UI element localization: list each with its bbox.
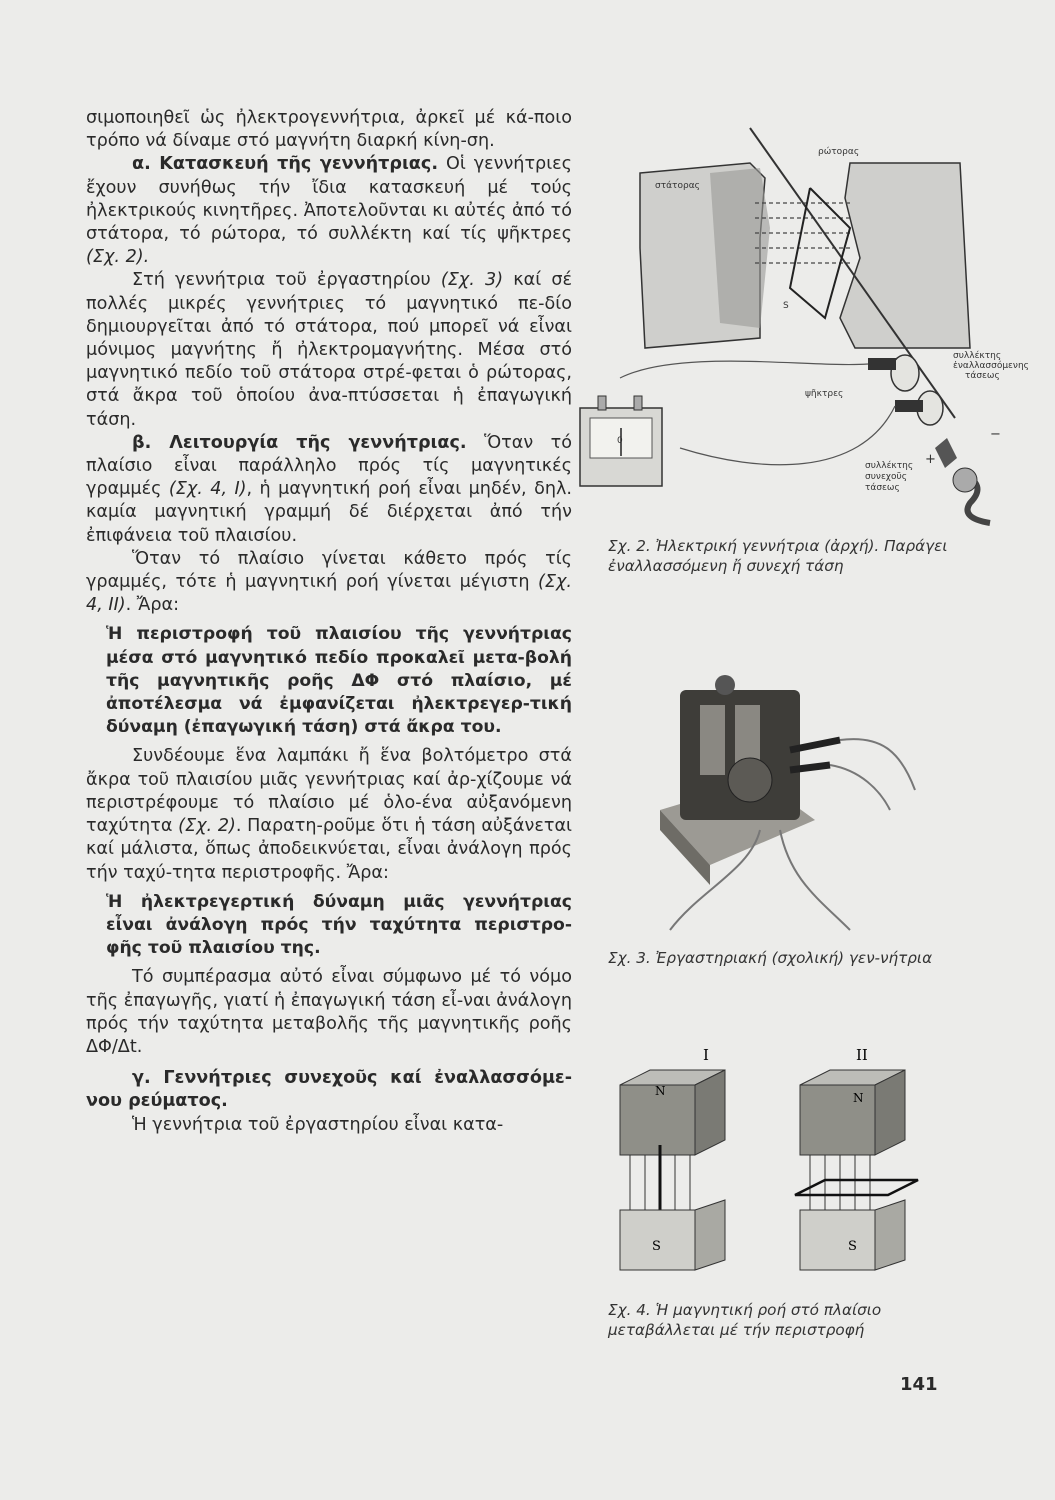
- label-minus: −: [990, 427, 1001, 442]
- figure-3-caption: Σχ. 3. Ἐργαστηριακή (σχολική) γεν-νήτρια: [608, 949, 933, 967]
- text-span: Συνδέουμε ἕνα λαμπάκι ἤ ἕνα βολτόμετρο στά ἄκρα τοῦ πλαισίου μιᾶς γεννήτριας καί ἀρ-χίζουμε νά περιστρέφουμε τό πλαίσιο μέ ὁλο-ένα αὐξανόμενη ταχύτητα: [86, 746, 572, 837]
- s-pole-side-II: [875, 1200, 905, 1270]
- coil-II-perpendicular: [795, 1180, 918, 1195]
- knob: [715, 675, 735, 695]
- paragraph-construction: [86, 153, 572, 269]
- lead-4: [780, 830, 850, 930]
- fig-ref: (Σχ. 2).: [86, 247, 150, 268]
- meter-terminal-2: [634, 396, 642, 410]
- fig-ref: (Σχ. 3): [440, 270, 504, 291]
- main-text-column: [86, 107, 572, 1137]
- section-c-title: [86, 1067, 572, 1113]
- label-case-II: II: [856, 1046, 868, 1064]
- brush-top: [868, 358, 896, 370]
- section-a-title: α. Κατασκευή τῆς γεννήτριας.: [132, 154, 439, 175]
- paragraph-final: Ἡ γεννήτρια τοῦ ἐργαστηρίου εἶναι κατα-: [132, 1114, 504, 1135]
- section-b-title: β. Λειτουργία τῆς γεννήτριας.: [132, 432, 467, 453]
- text-span: . Παρατη-ροῦμε ὅτι ἡ τάση αὐξάνεται καί μάλιστα, ὅπως ἀποδεικνύεται, εἶναι ἀνάλογη πρός τήν ταχύ-τητα περιστροφῆς. Ἄρα:: [86, 816, 572, 883]
- stator-right-block: [840, 163, 970, 348]
- label-stator: στάτορας: [655, 181, 700, 191]
- label-north-II: N: [853, 1091, 864, 1105]
- s-pole-side-I: [695, 1200, 725, 1270]
- section-a-text: Οἱ γεννήτριες ἔχουν συνήθως τήν ἴδια κατασκευή μέ τούς ἠλεκτρικούς κινητῆρες. Ἀποτελοῦνται κι αὐτές ἀπό τό στάτορα, τό ρώτορα, τό συλλέκτη καί τίς ψῆκτρες: [86, 154, 573, 245]
- label-dc-collector-3: τάσεως: [865, 483, 900, 493]
- wire-top: [620, 361, 868, 378]
- field-lines: [755, 203, 850, 263]
- rotor-coil: [790, 188, 850, 318]
- text-span: καί σέ πολλές μικρές γεννήτριες τό μαγνητικό πε-δίο δημιουργεῖται ἀπό τό στάτορα, πού μπορεῖ νά εἶναι μόνιμος μαγνήτης ἤ ἠλεκτρομαγνήτης. Μέσα στό μαγνητικό πεδίο τοῦ στάτορα στρέ-φεται ὁ ρώτορας, στά ἄκρα τοῦ ὁποίου ἀνα-πτύσσεται ἡ ἐπαγωγική τάση.: [86, 270, 573, 430]
- paragraph-perpendicular: [86, 548, 572, 618]
- paragraph-lab-generator: [86, 269, 572, 431]
- label-dc-collector-1: συλλέκτης: [865, 461, 914, 471]
- crank-hub: [953, 468, 977, 492]
- label-south-I: S: [652, 1239, 661, 1254]
- text-span: Ὅταν τό πλαίσιο γίνεται κάθετο πρός τίς γραμμές, τότε ἡ μαγνητική ροή γίνεται μέγιστη: [86, 548, 572, 593]
- text-span: . Ἄρα:: [125, 595, 180, 616]
- n-pole-II: [800, 1085, 875, 1155]
- label-north-I: N: [655, 1084, 666, 1098]
- paragraph-intro: σιμοποιηθεῖ ὡς ἠλεκτρογεννήτρια, ἀρκεῖ μέ κά-ποιο τρόπο νά δίναμε στό μαγνήτη διαρκή κίνη-ση.: [86, 108, 572, 152]
- page-number: 141: [900, 1374, 938, 1395]
- rotor: [728, 758, 772, 802]
- wire-bottom: [680, 406, 895, 465]
- label-plus: +: [925, 452, 936, 467]
- label-south-II: S: [848, 1239, 857, 1254]
- text-span: Ὅταν τό πλαίσιο εἶναι παράλληλο πρός τίς μαγνητικές γραμμές: [86, 432, 572, 500]
- fig-ref: (Σχ. 4, II): [86, 572, 572, 616]
- label-ac-collector-2: ἐναλλασσόμενης: [953, 361, 1029, 371]
- terminal-2: [790, 765, 830, 770]
- label-case-I: I: [703, 1046, 709, 1064]
- label-brushes: ψῆκτρες: [805, 389, 844, 399]
- n-pole-side-I: [695, 1070, 725, 1155]
- figure-2-generator-diagram: [560, 118, 1030, 528]
- n-pole-side-II: [875, 1070, 905, 1155]
- label-ac-collector-3: τάσεως: [965, 371, 1000, 381]
- text-span: , ἡ μαγνητική ροή εἶναι μηδέν, δηλ. καμία μαγνητική γραμμή δέ διέρχεται ἀπό τήν ἐπιφάνεια τοῦ πλαισίου.: [86, 479, 572, 546]
- figure-2-caption: Σχ. 2. Ἠλεκτρική γεννήτρια (ἀρχή). Παράγει ἐναλλασσόμενη ἤ συνεχή τάση: [608, 537, 948, 575]
- magnet-pole-1: [700, 705, 725, 775]
- figure-4-flux-diagram: [600, 1040, 970, 1290]
- lead-2: [830, 765, 890, 810]
- label-pole-s: S: [783, 301, 789, 311]
- rule-flux-change: Ἡ περιστροφή τοῦ πλαισίου τῆς γεννήτριας μέσα στό μαγνητικό πεδίο προκαλεῖ μετα-βολή τῆς μαγνητικῆς ροῆς ΔΦ στό πλαίσιο, μέ ἀποτέλεσμα νά ἐμφανίζεται ἠλεκτρεγερ-τική δύναμη (ἐπαγωγική τάση) στά ἄκρα του.: [106, 624, 572, 738]
- lead-1: [840, 739, 915, 790]
- rule-emf-proportional: Ἡ ἠλεκτρεγερτική δύναμη μιᾶς γεννήτριας εἶναι ἀνάλογη πρός τήν ταχύτητα περιστρο-φῆς τοῦ πλαισίου της.: [106, 891, 572, 959]
- paragraph-induction-law: Τό συμπέρασμα αὐτό εἶναι σύμφωνο μέ τό νόμο τῆς ἐπαγωγῆς, γιατί ἡ ἐπαγωγική τάση εἶ-ναι ἀνάλογη πρός τήν ταχύτητα μεταβολῆς τῆς μαγνητικῆς ροῆς ΔΦ/Δt.: [86, 967, 572, 1057]
- label-dc-collector-2: συνεχοῦς: [865, 472, 907, 482]
- s-pole-II: [800, 1210, 875, 1270]
- figure-3-lab-generator-photo: [640, 660, 960, 940]
- figure-4-caption: Σχ. 4. Ἡ μαγνητική ροή στό πλαίσιο μεταβάλλεται μέ τήν περιστροφή: [608, 1301, 882, 1339]
- paragraph-voltmeter: [86, 745, 572, 884]
- label-ac-collector-1: συλλέκτης: [953, 351, 1002, 361]
- meter-terminal-1: [598, 396, 606, 410]
- text-span: Στή γεννήτρια τοῦ ἐργαστηρίου: [132, 270, 441, 291]
- paragraph-operation: [86, 432, 572, 548]
- label-rotor: ρώτορας: [818, 147, 860, 157]
- section-c-title-text: γ. Γεννήτριες συνεχοῦς καί ἐναλλασσόμε-νου ρεύματος.: [86, 1068, 572, 1112]
- brush-bottom: [895, 400, 923, 412]
- fig-ref: (Σχ. 2): [178, 816, 236, 837]
- fig-ref: (Σχ. 4, I): [168, 479, 247, 500]
- label-meter-zero: 0: [617, 436, 623, 446]
- dc-commutator: [935, 438, 957, 468]
- stator-shading: [710, 168, 770, 328]
